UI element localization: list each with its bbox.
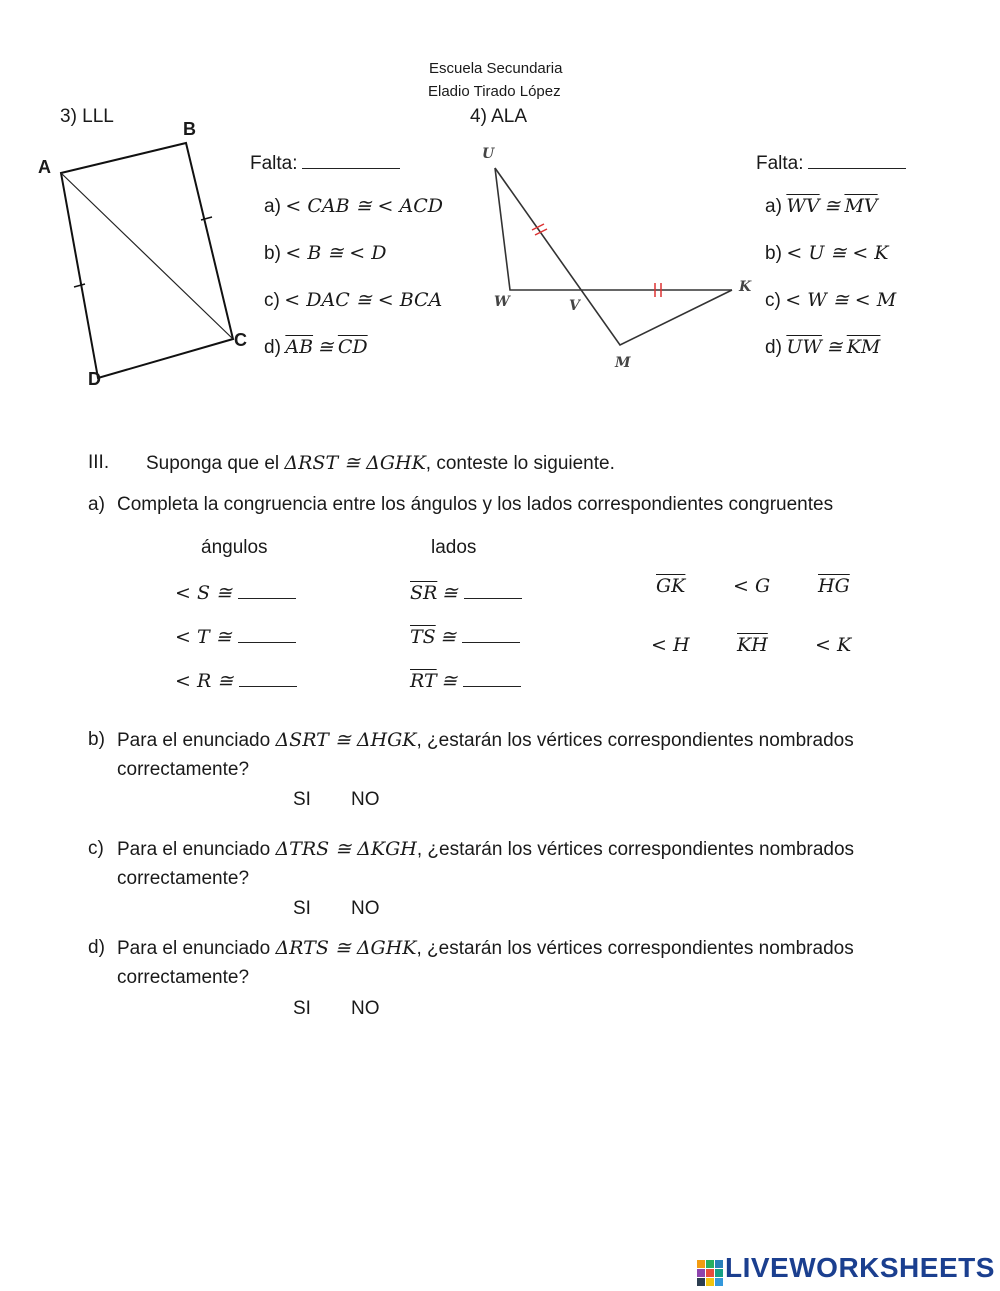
question-c-text (117, 838, 854, 861)
question-b-text (117, 729, 854, 752)
answer-blank[interactable] (238, 624, 296, 643)
question-d-line2: correctamente? (117, 967, 250, 988)
congruent-symbol: ≅ (441, 582, 458, 604)
vertex-label-k: K (739, 279, 752, 295)
option-letter: a) (264, 196, 281, 217)
segment-mv: $\overline{MV}$ (844, 195, 878, 217)
question-math: ΔSRT ≅ ΔHGK (275, 729, 417, 751)
bank-token-hg[interactable]: $\overline{HG}$ (818, 575, 850, 597)
vertex-label-a: A (38, 157, 51, 177)
question-text: Para el enunciado (117, 839, 276, 860)
option-text: < DAC ≅ < BCA (284, 289, 443, 311)
segment-km: $\overline{KM}$ (846, 336, 881, 358)
question-text: Para el enunciado (117, 938, 276, 959)
brand-badge-icon (697, 1260, 723, 1286)
problem4-option-b[interactable] (765, 242, 888, 265)
section-numeral: III. (88, 452, 110, 473)
school-name: Escuela Secundaria (429, 60, 563, 77)
option-letter: a) (765, 196, 782, 217)
question-math: ΔTRS ≅ ΔKGH (275, 838, 417, 860)
option-letter: d) (765, 337, 782, 358)
segment-wv: $\overline{WV}$ (786, 195, 820, 217)
congruent-symbol: ≅ (441, 670, 458, 692)
quadrilateral-figure (40, 118, 255, 403)
problem3-option-b[interactable] (264, 242, 386, 265)
missing-label: Falta: (756, 153, 804, 174)
vertex-label-w: W (494, 294, 510, 310)
intro-text: Suponga que el (146, 453, 285, 474)
intro-text-end: , conteste lo siguiente. (425, 453, 615, 474)
question-b-yes-option[interactable]: SI (293, 789, 311, 810)
segment-ts: $\overline{TS}$ (410, 626, 436, 648)
congruent-symbol: ≅ (440, 626, 457, 648)
question-text-end: , ¿estarán los vértices correspondientes nombrados (416, 730, 854, 751)
bank-token-angle-h[interactable]: < H (651, 634, 690, 656)
question-d-text (117, 937, 854, 960)
sides-header: lados (431, 537, 477, 558)
option-letter: b) (765, 243, 782, 264)
answer-blank[interactable] (464, 580, 522, 599)
bank-token-gk[interactable]: $\overline{GK}$ (656, 575, 686, 597)
side-row-rt (410, 668, 521, 692)
angle-expr: < T ≅ (175, 626, 232, 648)
side-row-sr (410, 580, 522, 604)
problem3-title: 3) LLL (60, 106, 114, 127)
answer-blank[interactable] (463, 668, 521, 687)
triangle-vmk (495, 168, 732, 345)
bank-token-angle-g[interactable]: < G (733, 575, 771, 597)
option-letter: d) (264, 337, 281, 358)
angle-row-t (175, 624, 296, 648)
tick-mark-bc (201, 217, 212, 220)
segment-cd: $\overline{CD}$ (337, 336, 368, 358)
congruent-symbol: ≅ (826, 336, 843, 358)
question-d-letter: d) (88, 937, 105, 958)
question-d-no-option[interactable]: NO (351, 998, 380, 1019)
problem3-option-a[interactable] (264, 195, 443, 218)
part-a-instructions: Completa la congruencia entre los ángulos y los lados correspondientes congruentes (117, 494, 834, 515)
side-row-ts (410, 624, 520, 648)
missing-blank[interactable] (808, 150, 906, 169)
option-letter: c) (765, 290, 781, 311)
segment-sr: $\overline{SR}$ (410, 582, 438, 604)
answer-blank[interactable] (462, 624, 520, 643)
part-a-letter: a) (88, 494, 105, 515)
answer-blank[interactable] (238, 580, 296, 599)
vertex-label-d: D (88, 369, 101, 389)
question-b-no-option[interactable]: NO (351, 789, 380, 810)
problem4-missing (756, 150, 906, 175)
brand-name: LIVEWORKSHEETS (725, 1252, 995, 1283)
angle-row-s (175, 580, 296, 604)
brand-logo (697, 1252, 995, 1286)
segment-ab: $\overline{AB}$ (285, 336, 314, 358)
problem4-option-c[interactable] (765, 289, 896, 312)
problem4-option-d[interactable] (765, 336, 880, 359)
vertex-label-v: V (569, 298, 580, 314)
section-intro (146, 452, 615, 475)
option-text: < B ≅ < D (285, 242, 387, 264)
question-c-letter: c) (88, 838, 104, 859)
congruent-symbol: ≅ (824, 195, 840, 217)
congruent-symbol: ≅ (317, 336, 334, 358)
bank-token-angle-k[interactable]: < K (815, 634, 852, 656)
angles-header: ángulos (201, 537, 268, 558)
vertex-label-b: B (183, 119, 196, 139)
teacher-name: Eladio Tirado López (428, 83, 561, 100)
question-math: ΔRTS ≅ ΔGHK (275, 937, 417, 959)
option-letter: b) (264, 243, 281, 264)
missing-blank[interactable] (302, 150, 400, 169)
quadrilateral-abcd (61, 143, 233, 378)
question-text-end: , ¿estarán los vértices correspondientes nombrados (416, 938, 854, 959)
question-text: Para el enunciado (117, 730, 276, 751)
vertex-label-c: C (234, 330, 247, 350)
option-text: < U ≅ < K (786, 242, 889, 264)
option-text: < W ≅ < M (785, 289, 897, 311)
missing-label: Falta: (250, 153, 298, 174)
vertex-label-m: M (615, 355, 631, 371)
angle-expr: < S ≅ (175, 582, 232, 604)
problem3-missing (250, 150, 400, 175)
problem3-option-c[interactable] (264, 289, 442, 312)
question-c-no-option[interactable]: NO (351, 898, 380, 919)
angle-expr: < R ≅ (175, 670, 234, 692)
question-b-line2: correctamente? (117, 759, 250, 780)
problem4-title: 4) ALA (470, 106, 528, 127)
segment-uw: $\overline{UW}$ (786, 336, 822, 358)
option-letter: c) (264, 290, 280, 311)
question-d-yes-option[interactable]: SI (293, 998, 311, 1019)
question-c-line2: correctamente? (117, 868, 250, 889)
vertex-label-u: U (482, 146, 495, 162)
problem3-option-d[interactable] (264, 336, 368, 359)
segment-rt: $\overline{RT}$ (410, 670, 437, 692)
angle-row-r (175, 668, 297, 692)
tick-mark-ad (74, 284, 85, 287)
bank-token-kh[interactable]: $\overline{KH}$ (737, 634, 768, 656)
problem4-option-a[interactable] (765, 195, 878, 218)
triangle-uwv (495, 168, 732, 290)
option-text: < CAB ≅ < ACD (285, 195, 443, 217)
triangles-figure (480, 150, 760, 380)
question-b-letter: b) (88, 729, 105, 750)
question-text-end: , ¿estarán los vértices correspondientes nombrados (416, 839, 855, 860)
question-c-yes-option[interactable]: SI (293, 898, 311, 919)
answer-blank[interactable] (239, 668, 297, 687)
intro-math: ΔRST ≅ ΔGHK (284, 452, 426, 474)
